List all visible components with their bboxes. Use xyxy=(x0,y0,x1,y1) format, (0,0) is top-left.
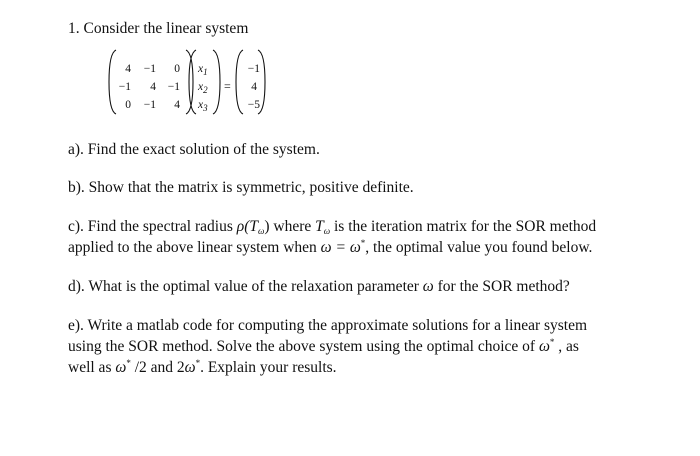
part-e-line3: well as ω* /2 and 2ω*. Explain your results. xyxy=(68,358,337,376)
matrix-cell: 4 xyxy=(150,81,156,93)
equals-sign: = xyxy=(224,79,231,93)
unknown-x2: $x_2$ xyxy=(198,81,208,95)
rhs-right-paren xyxy=(256,49,266,115)
part-b: b). Show that the matrix is symmetric, positive definite. xyxy=(68,179,414,196)
matrix-cell: 0 xyxy=(125,99,131,111)
part-e-line1: e). Write a matlab code for computing the approximate solutions for a linear system xyxy=(68,317,588,334)
part-c-line2: applied to the above linear system when ω = ω*, the optimal value you found below. xyxy=(68,238,593,256)
unknowns-right-paren xyxy=(211,49,221,115)
part-a: a). Find the exact solution of the system. xyxy=(68,141,320,158)
matrix-cell: 4 xyxy=(125,63,131,75)
part-e-line2: using the SOR method. Solve the above system using the optimal choice of ω* , as xyxy=(68,337,579,355)
matrix-cell: −1 xyxy=(143,99,156,111)
problem-heading: 1. Consider the linear system xyxy=(68,20,249,37)
part-d: d). What is the optimal value of the relaxation parameter ω for the SOR method? xyxy=(68,278,570,295)
unknowns-left-paren xyxy=(188,49,198,115)
unknown-x1: $x_1$ xyxy=(198,63,208,77)
rhs-value: −5 xyxy=(247,99,260,111)
matrix-cell: −1 xyxy=(167,81,180,93)
unknown-x3: $x_3$ xyxy=(198,99,208,113)
rhs-value: −1 xyxy=(247,63,260,75)
matrix-cell: 0 xyxy=(174,63,180,75)
matrix-cell: −1 xyxy=(143,63,156,75)
part-c-line1: c). Find the spectral radius $\rho(T_\omega)$ where $T_\omega$ is the iteration matrix for the SOR method xyxy=(68,218,597,236)
rhs-value: 4 xyxy=(251,81,257,93)
matrix-cell: −1 xyxy=(118,81,131,93)
matrix-cell: 4 xyxy=(174,99,180,111)
